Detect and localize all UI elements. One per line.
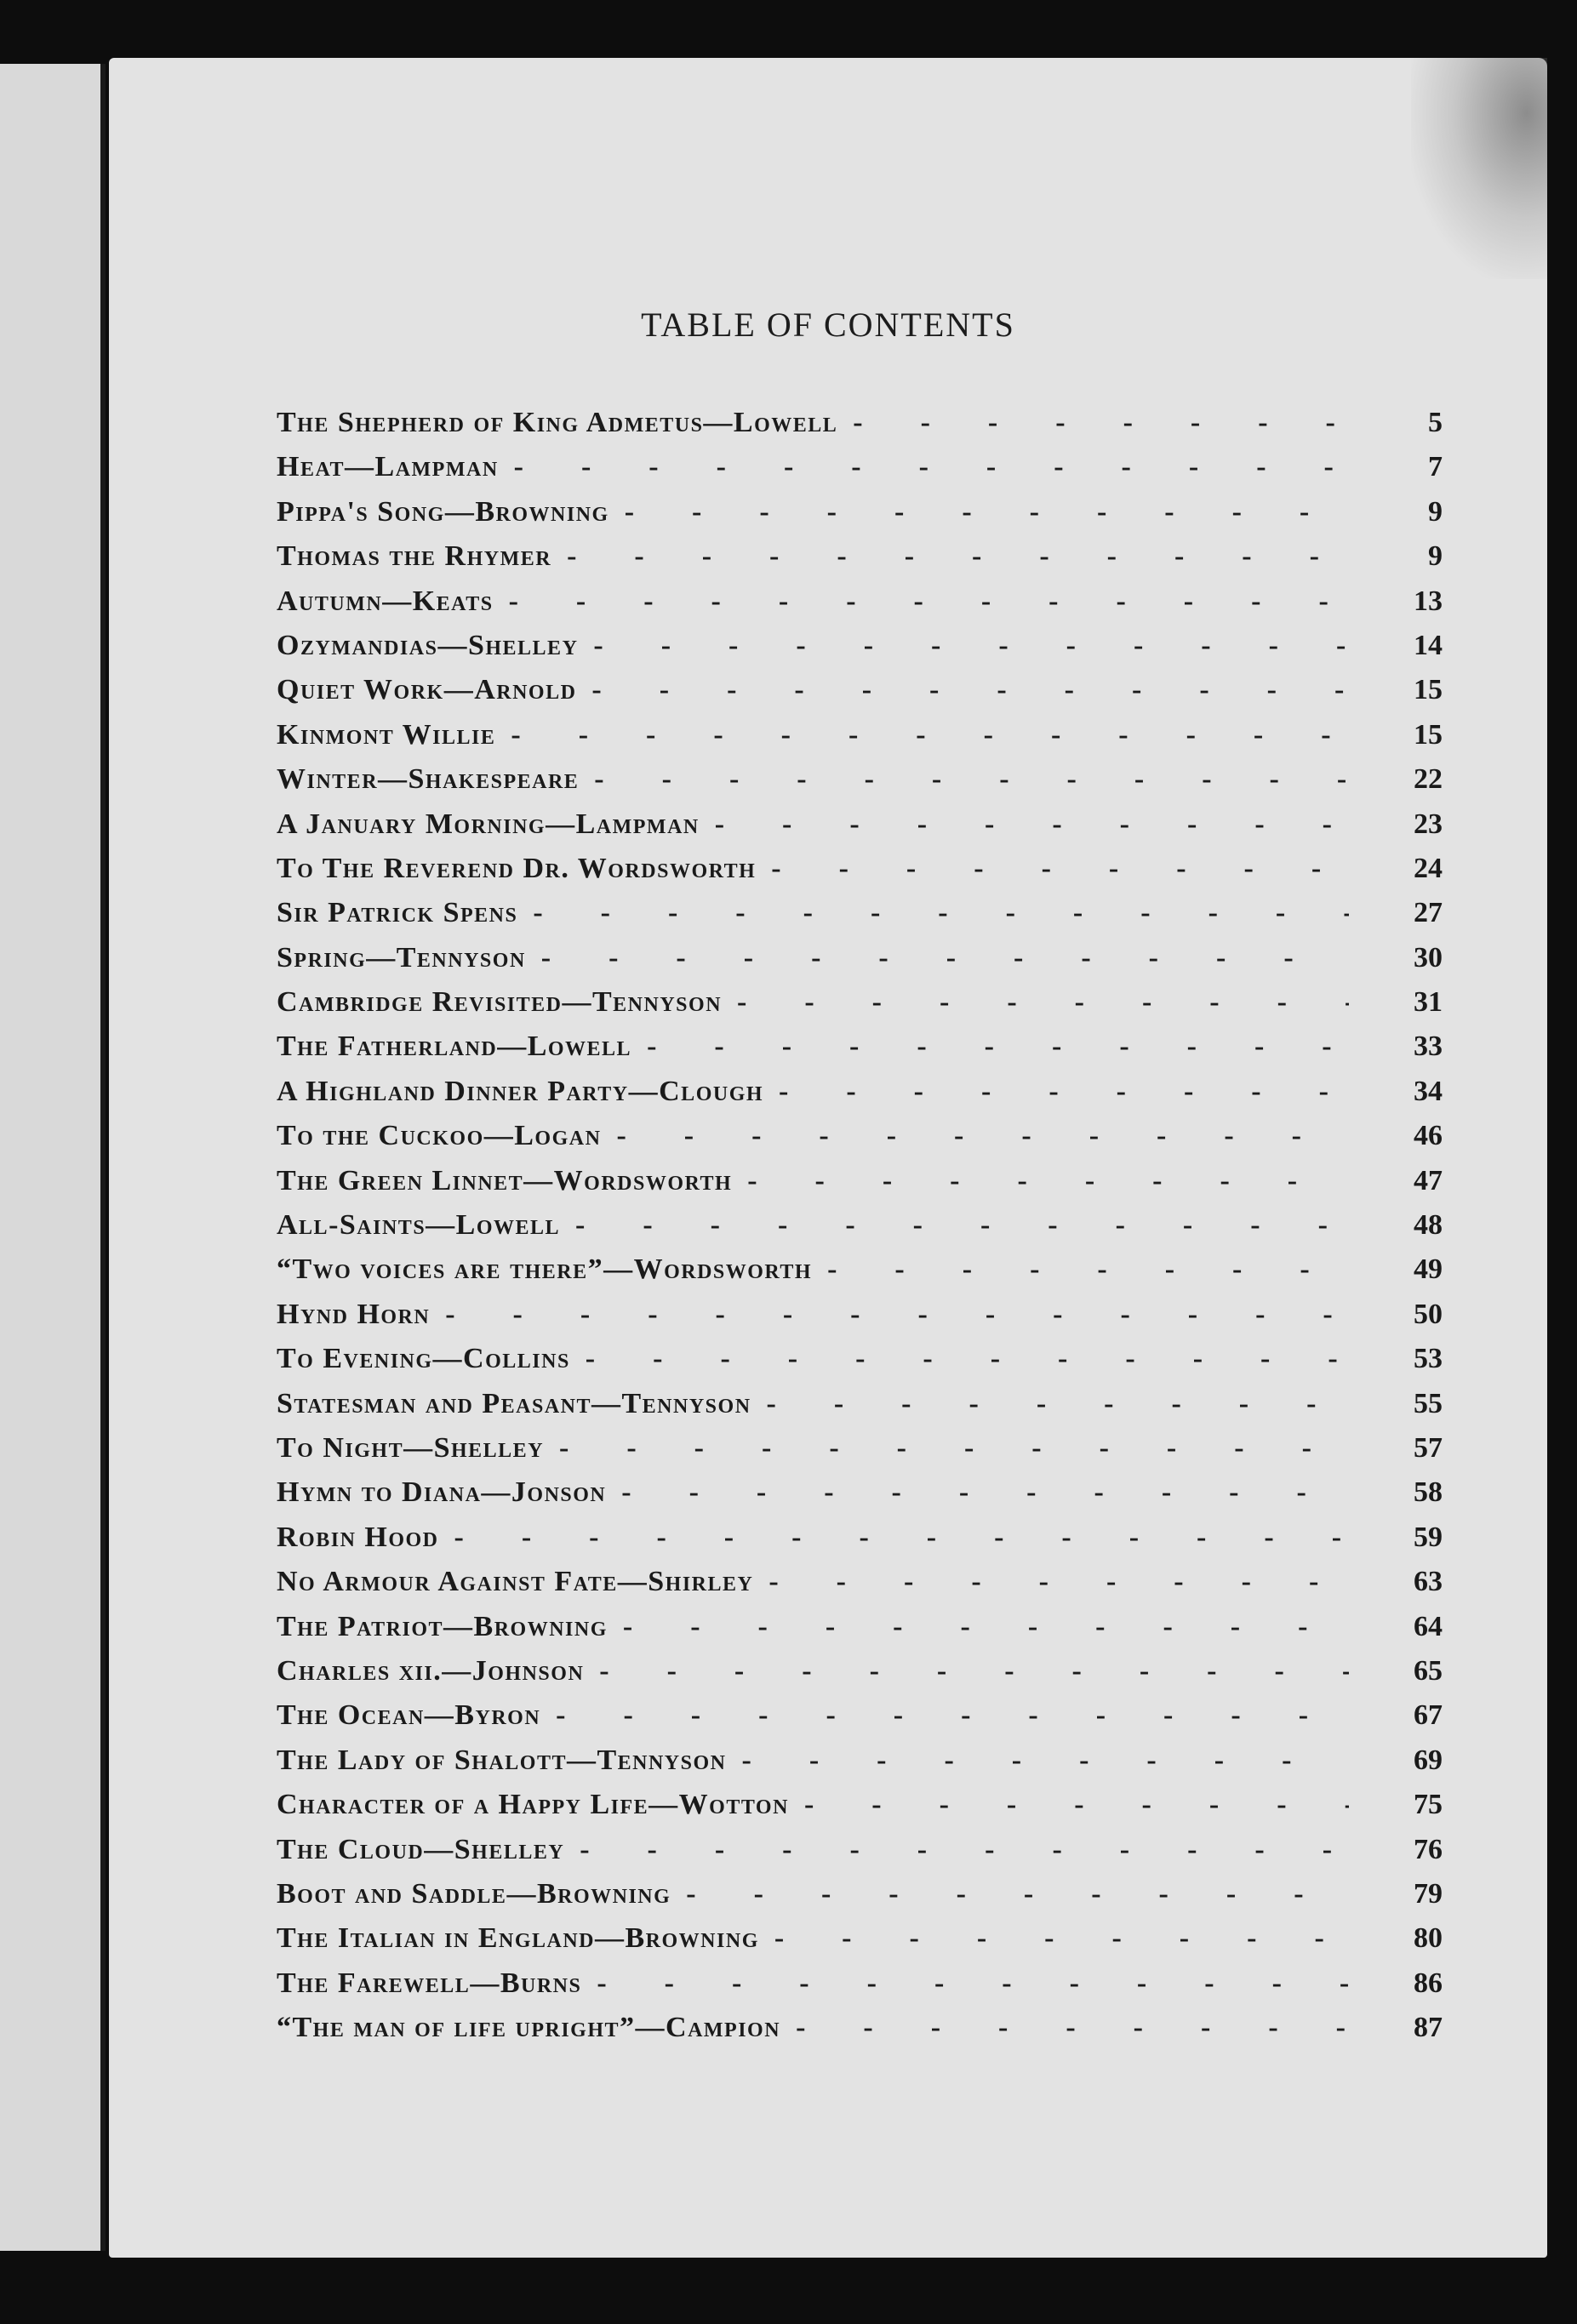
toc-entry-title: Charles xii.—Johnson bbox=[277, 1654, 585, 1687]
dot-leader bbox=[580, 1834, 1349, 1866]
toc-entry-title: The Shepherd of King Admetus—Lowell bbox=[277, 407, 838, 438]
toc-entry-page-number: 79 bbox=[1414, 1877, 1443, 1910]
dot-leader bbox=[767, 1388, 1349, 1420]
toc-entry-page-number: 53 bbox=[1414, 1343, 1443, 1375]
dot-leader bbox=[774, 1922, 1349, 1955]
toc-entry bbox=[277, 2012, 1443, 2056]
dot-leader bbox=[586, 1343, 1349, 1375]
toc-entry bbox=[277, 1522, 1443, 1566]
dot-leader bbox=[796, 2012, 1349, 2044]
toc-entry-page-number: 65 bbox=[1414, 1654, 1443, 1687]
toc-entry bbox=[277, 1031, 1443, 1075]
toc-entry bbox=[277, 719, 1443, 763]
toc-entry bbox=[277, 1476, 1443, 1521]
dot-leader bbox=[511, 719, 1349, 751]
dot-leader bbox=[647, 1031, 1349, 1063]
dot-leader bbox=[593, 630, 1349, 662]
toc-entry-title: Cambridge Revisited—Tennyson bbox=[277, 986, 723, 1019]
toc-entry-page-number: 5 bbox=[1428, 407, 1443, 438]
dot-leader bbox=[541, 942, 1349, 974]
toc-entry-title: Kinmont Willie bbox=[277, 718, 496, 751]
toc-entry-page-number: 23 bbox=[1414, 808, 1443, 840]
dot-leader bbox=[771, 853, 1349, 885]
toc-entry bbox=[277, 853, 1443, 897]
toc-entry bbox=[277, 1566, 1443, 1610]
toc-entry-page-number: 30 bbox=[1414, 941, 1443, 974]
toc-entry bbox=[277, 451, 1443, 495]
toc-entry-title: The Ocean—Byron bbox=[277, 1699, 541, 1732]
toc-entry-title: Ozymandias—Shelley bbox=[277, 629, 579, 661]
toc-entry-page-number: 9 bbox=[1428, 495, 1443, 528]
toc-entry-title: The Patriot—Browning bbox=[277, 1610, 608, 1642]
dot-leader bbox=[625, 496, 1349, 528]
toc-entry bbox=[277, 1789, 1443, 1833]
toc-entry-page-number: 46 bbox=[1414, 1120, 1443, 1152]
toc-entry-title: To Night—Shelley bbox=[277, 1431, 545, 1464]
toc-entry bbox=[277, 1076, 1443, 1120]
toc-entry-title: All-Saints—Lowell bbox=[277, 1209, 561, 1242]
toc-entry-page-number: 34 bbox=[1414, 1075, 1443, 1107]
toc-entry-title: Pippa's Song—Browning bbox=[277, 495, 609, 528]
dot-leader bbox=[597, 1967, 1349, 2000]
toc-entry-page-number: 48 bbox=[1414, 1209, 1443, 1242]
toc-entry-page-number: 86 bbox=[1414, 1967, 1443, 1999]
toc-entry bbox=[277, 1299, 1443, 1343]
toc-entry bbox=[277, 942, 1443, 986]
toc-entry-page-number: 24 bbox=[1414, 852, 1443, 884]
toc-entry-title: “Two voices are there”—Wordsworth bbox=[277, 1253, 813, 1286]
toc-entry-page-number: 15 bbox=[1414, 674, 1443, 706]
toc-entry-title: Hymn to Diana—Jonson bbox=[277, 1476, 607, 1509]
table-of-contents bbox=[277, 407, 1443, 2056]
toc-entry-title: Boot and Saddle—Browning bbox=[277, 1877, 671, 1910]
dot-leader bbox=[769, 1566, 1349, 1598]
toc-entry-page-number: 22 bbox=[1414, 763, 1443, 796]
dot-leader bbox=[804, 1789, 1349, 1821]
toc-entry bbox=[277, 763, 1443, 808]
dot-leader bbox=[616, 1120, 1349, 1152]
toc-entry bbox=[277, 1343, 1443, 1387]
dot-leader bbox=[594, 763, 1349, 796]
toc-entry-page-number: 15 bbox=[1414, 718, 1443, 751]
dot-leader bbox=[747, 1165, 1349, 1197]
dot-leader bbox=[853, 407, 1349, 439]
toc-entry-page-number: 63 bbox=[1414, 1566, 1443, 1598]
toc-entry-title: Character of a Happy Life—Wotton bbox=[277, 1789, 789, 1821]
dot-leader bbox=[827, 1253, 1349, 1286]
toc-entry-page-number: 13 bbox=[1414, 585, 1443, 617]
toc-entry bbox=[277, 1611, 1443, 1655]
toc-entry-title: The Lady of Shalott—Tennyson bbox=[277, 1744, 727, 1776]
left-page-edge bbox=[0, 64, 106, 2251]
toc-entry-title: Sir Patrick Spens bbox=[277, 897, 518, 929]
book-page bbox=[109, 58, 1547, 2258]
dot-leader bbox=[514, 451, 1349, 483]
toc-entry-page-number: 87 bbox=[1414, 2012, 1443, 2044]
toc-entry bbox=[277, 808, 1443, 853]
toc-entry-title: Spring—Tennyson bbox=[277, 941, 526, 974]
toc-entry-title: To The Reverend Dr. Wordsworth bbox=[277, 852, 757, 884]
toc-entry bbox=[277, 1388, 1443, 1432]
toc-entry-title: The Green Linnet—Wordsworth bbox=[277, 1164, 733, 1196]
toc-entry-page-number: 14 bbox=[1414, 629, 1443, 661]
toc-entry bbox=[277, 496, 1443, 540]
toc-entry-title: The Cloud—Shelley bbox=[277, 1833, 565, 1865]
toc-entry bbox=[277, 1655, 1443, 1699]
toc-entry bbox=[277, 1834, 1443, 1878]
toc-entry-page-number: 33 bbox=[1414, 1031, 1443, 1063]
corner-stain bbox=[1411, 58, 1547, 279]
toc-entry-title: Hynd Horn bbox=[277, 1298, 431, 1330]
toc-entry-page-number: 50 bbox=[1414, 1298, 1443, 1330]
dot-leader bbox=[686, 1878, 1349, 1910]
toc-entry-title: A Highland Dinner Party—Clough bbox=[277, 1075, 764, 1107]
toc-entry-title: Autumn—Keats bbox=[277, 585, 494, 617]
toc-entry-page-number: 58 bbox=[1414, 1476, 1443, 1509]
toc-entry-title: Robin Hood bbox=[277, 1521, 439, 1553]
dot-leader bbox=[509, 585, 1349, 618]
toc-entry-title: To Evening—Collins bbox=[277, 1343, 570, 1375]
toc-entry bbox=[277, 1922, 1443, 1967]
toc-entry-title: Statesman and Peasant—Tennyson bbox=[277, 1387, 751, 1419]
toc-entry bbox=[277, 1253, 1443, 1298]
toc-entry-page-number: 80 bbox=[1414, 1922, 1443, 1955]
toc-entry bbox=[277, 1209, 1443, 1253]
toc-entry bbox=[277, 1878, 1443, 1922]
toc-entry-page-number: 49 bbox=[1414, 1253, 1443, 1286]
dot-leader bbox=[715, 808, 1349, 841]
dot-leader bbox=[779, 1076, 1349, 1108]
toc-entry bbox=[277, 585, 1443, 630]
toc-entry-page-number: 76 bbox=[1414, 1833, 1443, 1865]
dot-leader bbox=[533, 897, 1349, 929]
toc-entry-title: Quiet Work—Arnold bbox=[277, 674, 577, 706]
toc-entry-page-number: 7 bbox=[1428, 451, 1443, 483]
toc-entry-page-number: 75 bbox=[1414, 1789, 1443, 1821]
toc-entry bbox=[277, 674, 1443, 718]
toc-entry bbox=[277, 1120, 1443, 1164]
toc-entry-page-number: 27 bbox=[1414, 897, 1443, 929]
toc-entry-title: A January Morning—Lampman bbox=[277, 808, 700, 840]
toc-entry-title: The Farewell—Burns bbox=[277, 1967, 582, 1999]
toc-entry bbox=[277, 1432, 1443, 1476]
dot-leader bbox=[556, 1699, 1349, 1732]
dot-leader bbox=[621, 1476, 1349, 1509]
dot-leader bbox=[445, 1299, 1349, 1331]
toc-entry bbox=[277, 897, 1443, 941]
toc-entry-page-number: 67 bbox=[1414, 1699, 1443, 1732]
toc-entry-title: Heat—Lampman bbox=[277, 451, 499, 483]
toc-entry-page-number: 64 bbox=[1414, 1610, 1443, 1642]
toc-entry-page-number: 47 bbox=[1414, 1164, 1443, 1196]
toc-entry bbox=[277, 540, 1443, 585]
toc-entry-page-number: 55 bbox=[1414, 1387, 1443, 1419]
toc-entry-page-number: 9 bbox=[1428, 540, 1443, 573]
dot-leader bbox=[623, 1611, 1349, 1643]
dot-leader bbox=[575, 1209, 1349, 1242]
toc-entry bbox=[277, 1744, 1443, 1789]
toc-entry-title: Thomas the Rhymer bbox=[277, 540, 552, 573]
dot-leader bbox=[737, 986, 1349, 1019]
toc-entry-title: The Fatherland—Lowell bbox=[277, 1031, 632, 1063]
toc-entry bbox=[277, 1967, 1443, 2012]
toc-entry bbox=[277, 1165, 1443, 1209]
toc-entry-title: “The man of life upright”—Campion bbox=[277, 2012, 781, 2044]
page-title: TABLE OF CONTENTS bbox=[641, 305, 1015, 344]
dot-leader bbox=[591, 674, 1349, 706]
dot-leader bbox=[567, 540, 1349, 573]
toc-entry bbox=[277, 1699, 1443, 1744]
dot-leader bbox=[742, 1744, 1350, 1777]
dot-leader bbox=[559, 1432, 1349, 1465]
toc-entry-page-number: 57 bbox=[1414, 1431, 1443, 1464]
toc-entry-title: Winter—Shakespeare bbox=[277, 763, 580, 796]
dot-leader bbox=[599, 1655, 1349, 1687]
toc-entry bbox=[277, 630, 1443, 674]
toc-entry-title: The Italian in England—Browning bbox=[277, 1922, 759, 1955]
toc-entry-page-number: 31 bbox=[1414, 986, 1443, 1019]
toc-entry-page-number: 59 bbox=[1414, 1521, 1443, 1553]
toc-entry-title: No Armour Against Fate—Shirley bbox=[277, 1566, 754, 1598]
dot-leader bbox=[454, 1522, 1349, 1554]
toc-entry bbox=[277, 407, 1443, 451]
toc-entry-title: To the Cuckoo—Logan bbox=[277, 1120, 602, 1152]
toc-entry bbox=[277, 986, 1443, 1031]
toc-entry-page-number: 69 bbox=[1414, 1744, 1443, 1776]
